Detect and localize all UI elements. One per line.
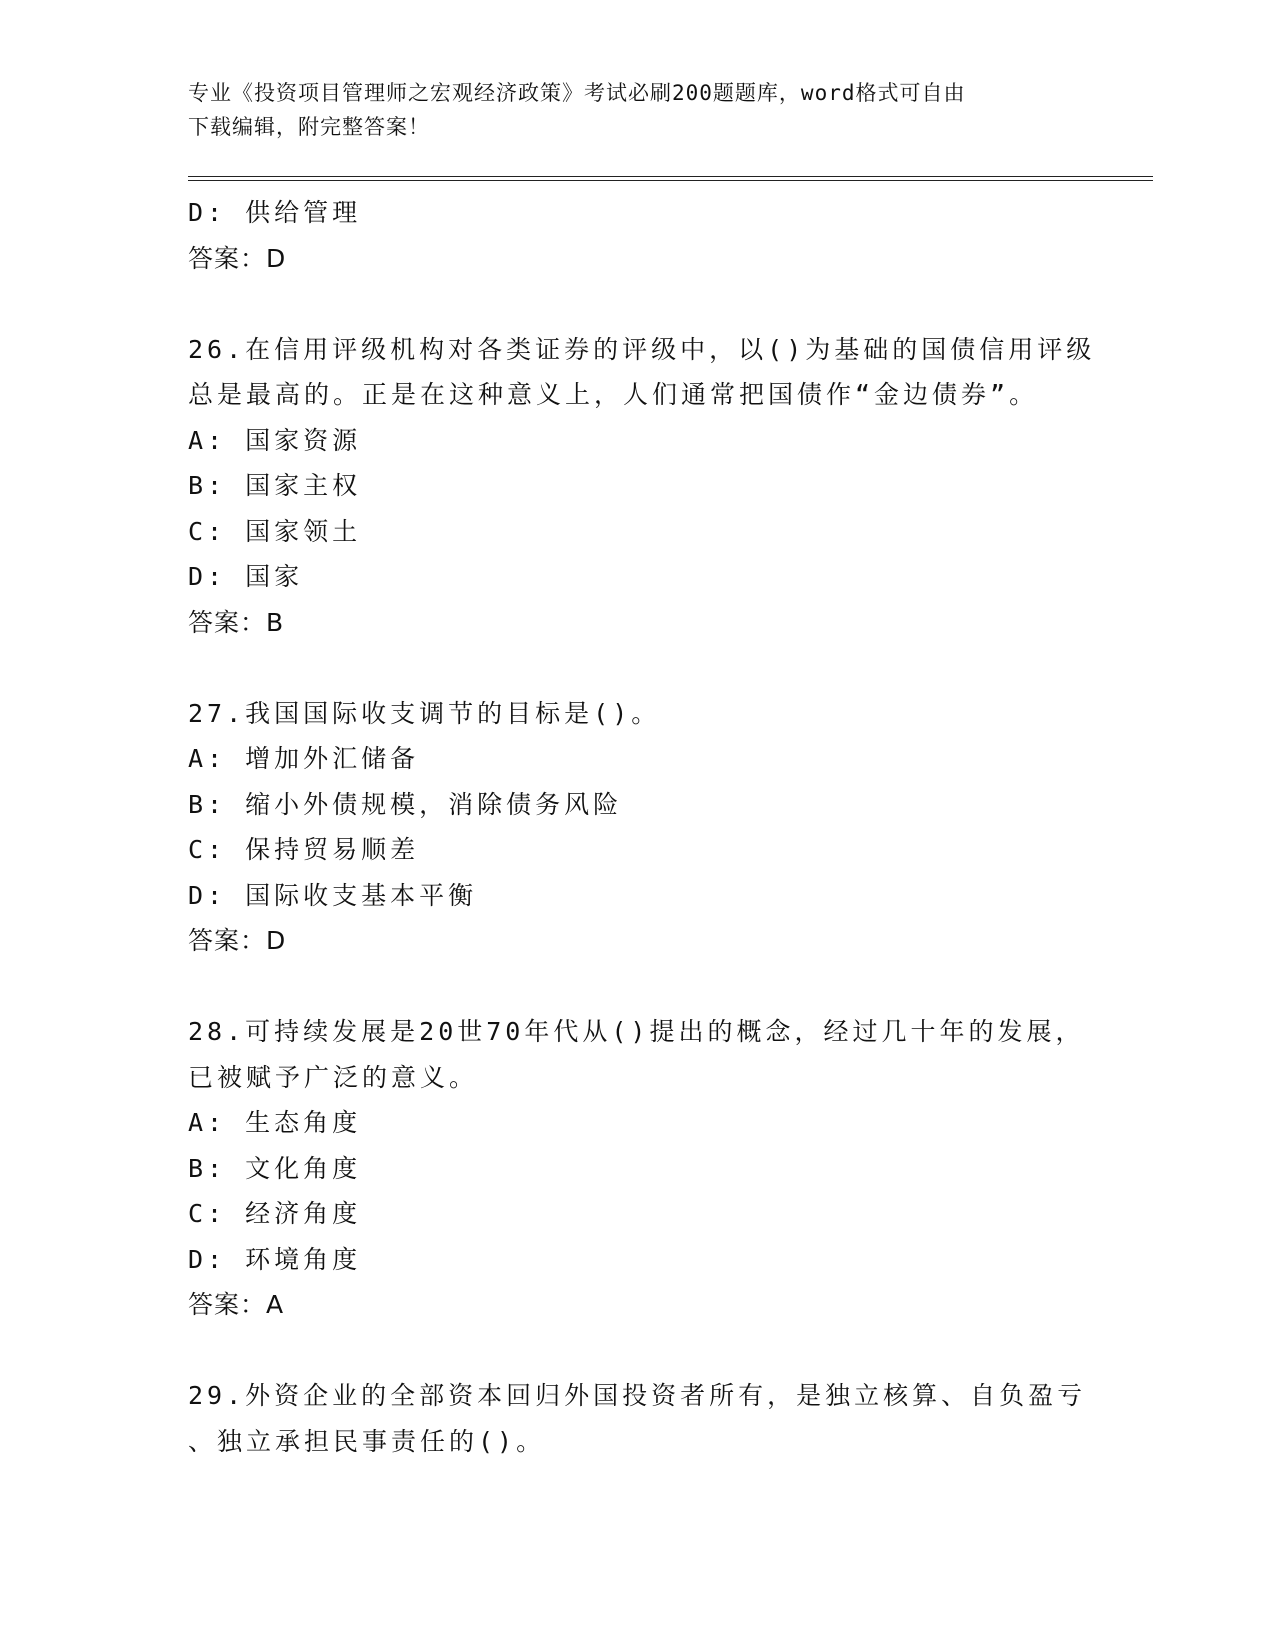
question-stem-line: 已被赋予广泛的意义。 [188, 1062, 479, 1092]
question-stem-line: 28.可持续发展是20世70年代从()提出的概念，经过几十年的发展， [188, 1017, 1085, 1046]
question-26 [188, 327, 1148, 646]
question-stem-line: 27.我国国际收支调节的目标是()。 [188, 698, 661, 728]
spacer [188, 645, 1148, 691]
option-d: D: 供给管理 [188, 198, 362, 227]
option-b: B: 国家主权 [188, 471, 362, 500]
option-d: D: 环境角度 [188, 1244, 362, 1274]
question-stem-line: 29.外资企业的全部资本回归外国投资者所有，是独立核算、自负盈亏 [188, 1381, 1087, 1410]
option-b: B: 文化角度 [188, 1153, 362, 1183]
header-line-1: 专业《投资项目管理师之宏观经济政策》考试必刷200题题库，word格式可自由 [188, 81, 966, 105]
option-d: D: 国家 [188, 562, 304, 591]
question-stem-line: 、独立承担民事责任的()。 [188, 1426, 546, 1456]
question-27 [188, 691, 1148, 964]
document-header [188, 76, 1068, 144]
answer-text: 答案：D [188, 243, 287, 273]
spacer [188, 281, 1148, 327]
question-stem-line: 总是最高的。正是在这种意义上，人们通常把国债作“金边债券”。 [188, 380, 1039, 409]
spacer [188, 1328, 1148, 1374]
question-28 [188, 1009, 1148, 1328]
option-d: D: 国际收支基本平衡 [188, 880, 478, 910]
option-a: A: 增加外汇储备 [188, 744, 420, 773]
answer-text: 答案：D [188, 926, 287, 955]
option-c: C: 经济角度 [188, 1199, 362, 1228]
spacer [188, 964, 1148, 1010]
option-b: B: 缩小外债规模，消除债务风险 [188, 789, 623, 819]
question-29 [188, 1373, 1148, 1464]
answer-text: 答案：B [188, 607, 285, 637]
document-body [188, 190, 1148, 1464]
option-a: A: 国家资源 [188, 425, 362, 455]
header-divider [188, 176, 1153, 181]
option-c: C: 保持贸易顺差 [188, 835, 420, 864]
option-c: C: 国家领土 [188, 516, 362, 546]
question-stem-line: 26.在信用评级机构对各类证券的评级中，以()为基础的国债信用评级 [188, 334, 1096, 364]
header-line-2: 下载编辑，附完整答案！ [188, 115, 430, 139]
answer-text: 答案：A [188, 1290, 285, 1319]
option-a: A: 生态角度 [188, 1108, 362, 1137]
